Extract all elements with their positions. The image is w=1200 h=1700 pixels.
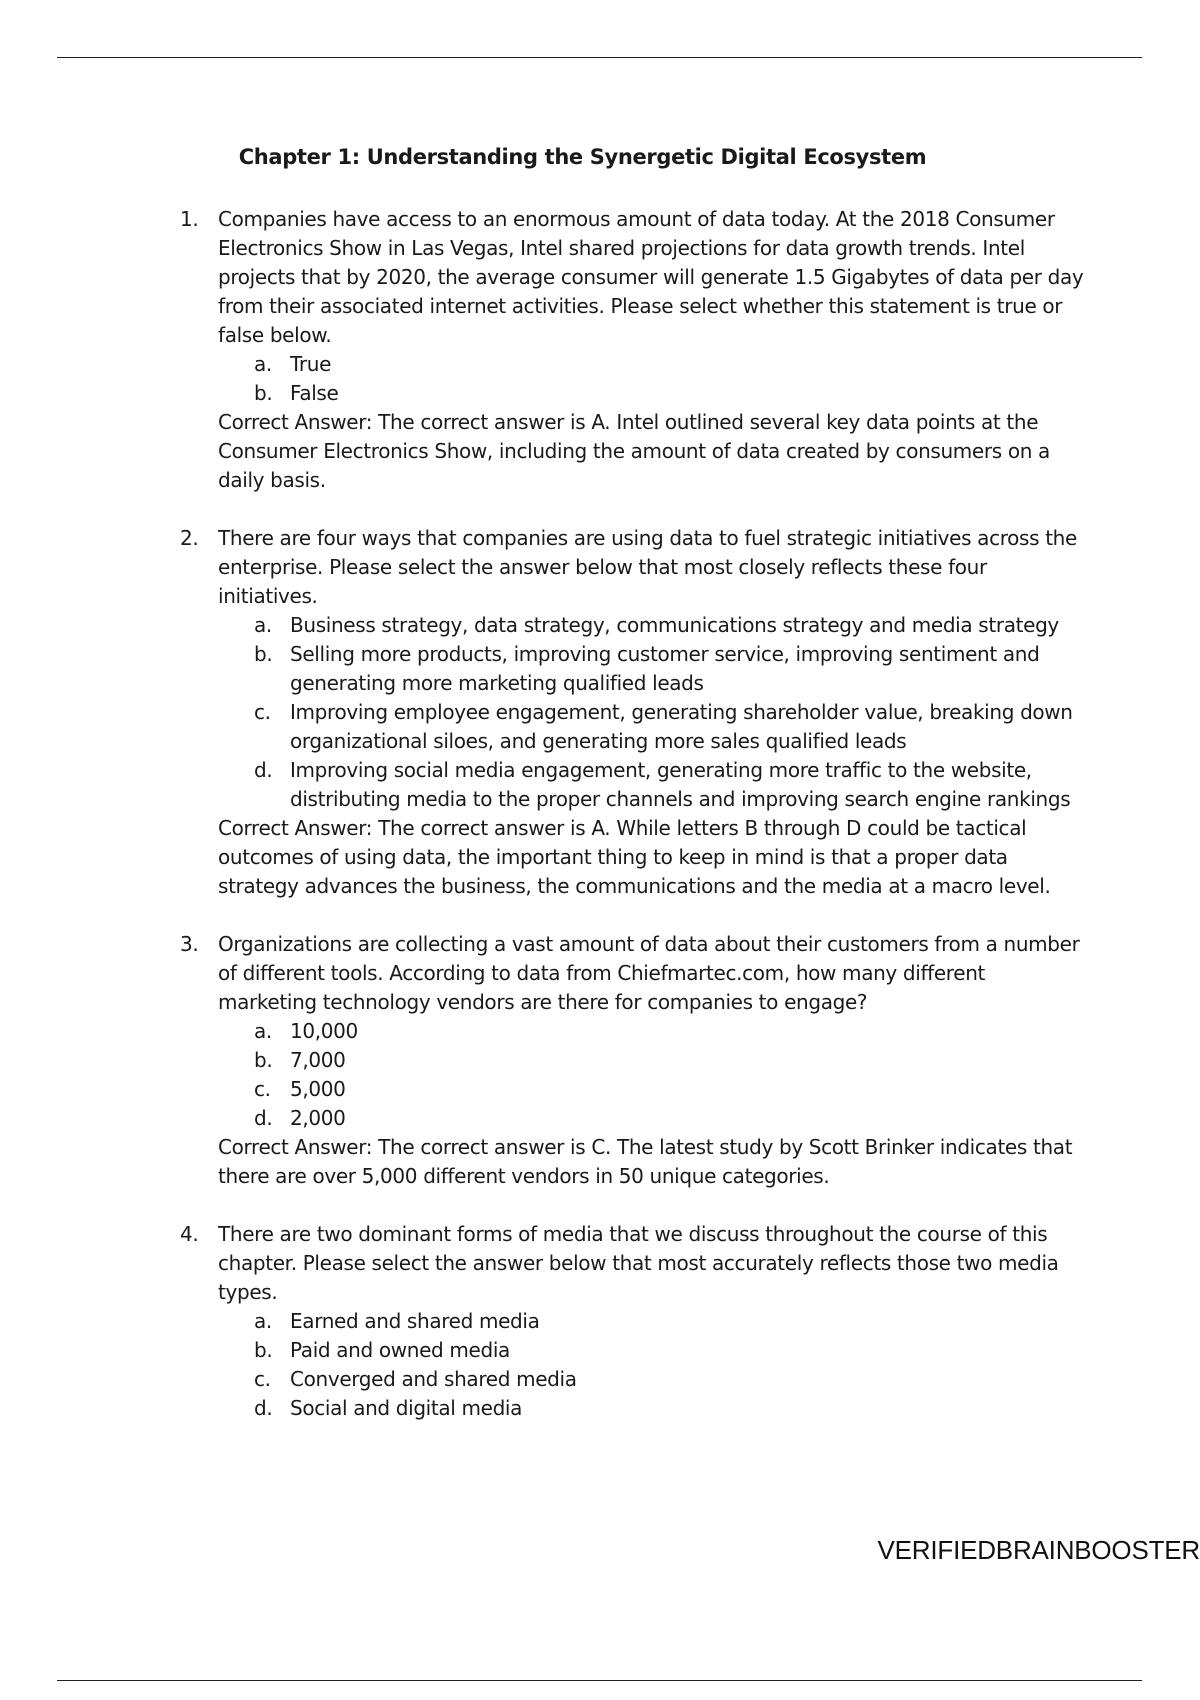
option-letter: a.: [254, 613, 272, 637]
option-text: 2,000: [290, 1106, 346, 1130]
option-c: [254, 698, 1085, 756]
option-b: [254, 640, 1085, 698]
option-letter: b.: [254, 1048, 273, 1072]
option-list: [218, 611, 1085, 814]
option-list: [218, 1017, 1085, 1133]
option-letter: d.: [254, 1106, 273, 1130]
option-a: [254, 1017, 1085, 1046]
option-list: [218, 350, 1085, 408]
question-number: 2.: [180, 526, 199, 550]
option-d: [254, 1104, 1085, 1133]
option-text: Improving employee engagement, generating shareholder value, breaking down organizational siloes, and generating more sales qualified leads: [290, 700, 1073, 753]
option-text: Earned and shared media: [290, 1309, 540, 1333]
question-3: [180, 930, 1085, 1191]
option-d: [254, 1394, 1085, 1423]
option-text: False: [290, 381, 339, 405]
option-a: [254, 350, 1085, 379]
option-letter: b.: [254, 1338, 273, 1362]
option-letter: d.: [254, 758, 273, 782]
question-number: 4.: [180, 1222, 199, 1246]
option-letter: d.: [254, 1396, 273, 1420]
correct-answer: Correct Answer: The correct answer is A. While letters B through D could be tactical outcomes of using data, the important thing to keep in mind is that a proper data strategy advances the business, the communications and the media at a macro level.: [218, 816, 1051, 898]
option-a: [254, 1307, 1085, 1336]
question-text: There are two dominant forms of media that we discuss throughout the course of this chapter. Please select the answer below that most accurately reflects those two media types.: [218, 1222, 1059, 1304]
bottom-rule: [57, 1680, 1142, 1681]
option-letter: a.: [254, 1019, 272, 1043]
option-letter: b.: [254, 642, 273, 666]
option-a: [254, 611, 1085, 640]
question-list: [180, 205, 1085, 1423]
correct-answer: Correct Answer: The correct answer is A. Intel outlined several key data points at the Consumer Electronics Show, including the amount of data created by consumers on a daily basis.: [218, 410, 1050, 492]
option-text: Selling more products, improving customer service, improving sentiment and generating more marketing qualified leads: [290, 642, 1040, 695]
question-number: 1.: [180, 207, 199, 231]
option-letter: b.: [254, 381, 273, 405]
option-b: [254, 1336, 1085, 1365]
option-c: [254, 1365, 1085, 1394]
option-text: 5,000: [290, 1077, 346, 1101]
top-rule: [57, 57, 1142, 58]
page-title: Chapter 1: Understanding the Synergetic Digital Ecosystem: [238, 145, 927, 169]
option-letter: a.: [254, 1309, 272, 1333]
option-text: Social and digital media: [290, 1396, 523, 1420]
option-text: Converged and shared media: [290, 1367, 577, 1391]
question-number: 3.: [180, 932, 199, 956]
watermark: VERIFIEDBRAINBOOSTER: [877, 1535, 1200, 1565]
correct-answer: Correct Answer: The correct answer is C. The latest study by Scott Brinker indicates that there are over 5,000 different vendors in 50 unique categories.: [218, 1135, 1073, 1188]
option-text: 10,000: [290, 1019, 358, 1043]
option-text: Improving social media engagement, generating more traffic to the website, distributing media to the proper channels and improving search engine rankings: [290, 758, 1071, 811]
option-list: [218, 1307, 1085, 1423]
question-text: Companies have access to an enormous amount of data today. At the 2018 Consumer Electronics Show in Las Vegas, Intel shared projections for data growth trends. Intel projects that by 2020, the average consumer will generate 1.5 Gigabytes of data per day from their associated internet activities. Please select whether this statement is true or false below.: [218, 207, 1084, 347]
question-text: Organizations are collecting a vast amount of data about their customers from a number of different tools. According to data from Chiefmartec.com, how many different marketing technology vendors are there for companies to engage?: [218, 932, 1080, 1014]
question-2: [180, 524, 1085, 901]
option-b: [254, 1046, 1085, 1075]
option-b: [254, 379, 1085, 408]
option-letter: c.: [254, 1077, 271, 1101]
option-letter: a.: [254, 352, 272, 376]
option-text: Business strategy, data strategy, communications strategy and media strategy: [290, 613, 1059, 637]
option-d: [254, 756, 1085, 814]
question-text: There are four ways that companies are using data to fuel strategic initiatives across the enterprise. Please select the answer below that most closely reflects these four initiatives.: [218, 526, 1077, 608]
option-text: Paid and owned media: [290, 1338, 510, 1362]
option-letter: c.: [254, 700, 271, 724]
option-letter: c.: [254, 1367, 271, 1391]
question-4: [180, 1220, 1085, 1423]
option-c: [254, 1075, 1085, 1104]
option-text: True: [290, 352, 332, 376]
option-text: 7,000: [290, 1048, 346, 1072]
question-1: [180, 205, 1085, 495]
